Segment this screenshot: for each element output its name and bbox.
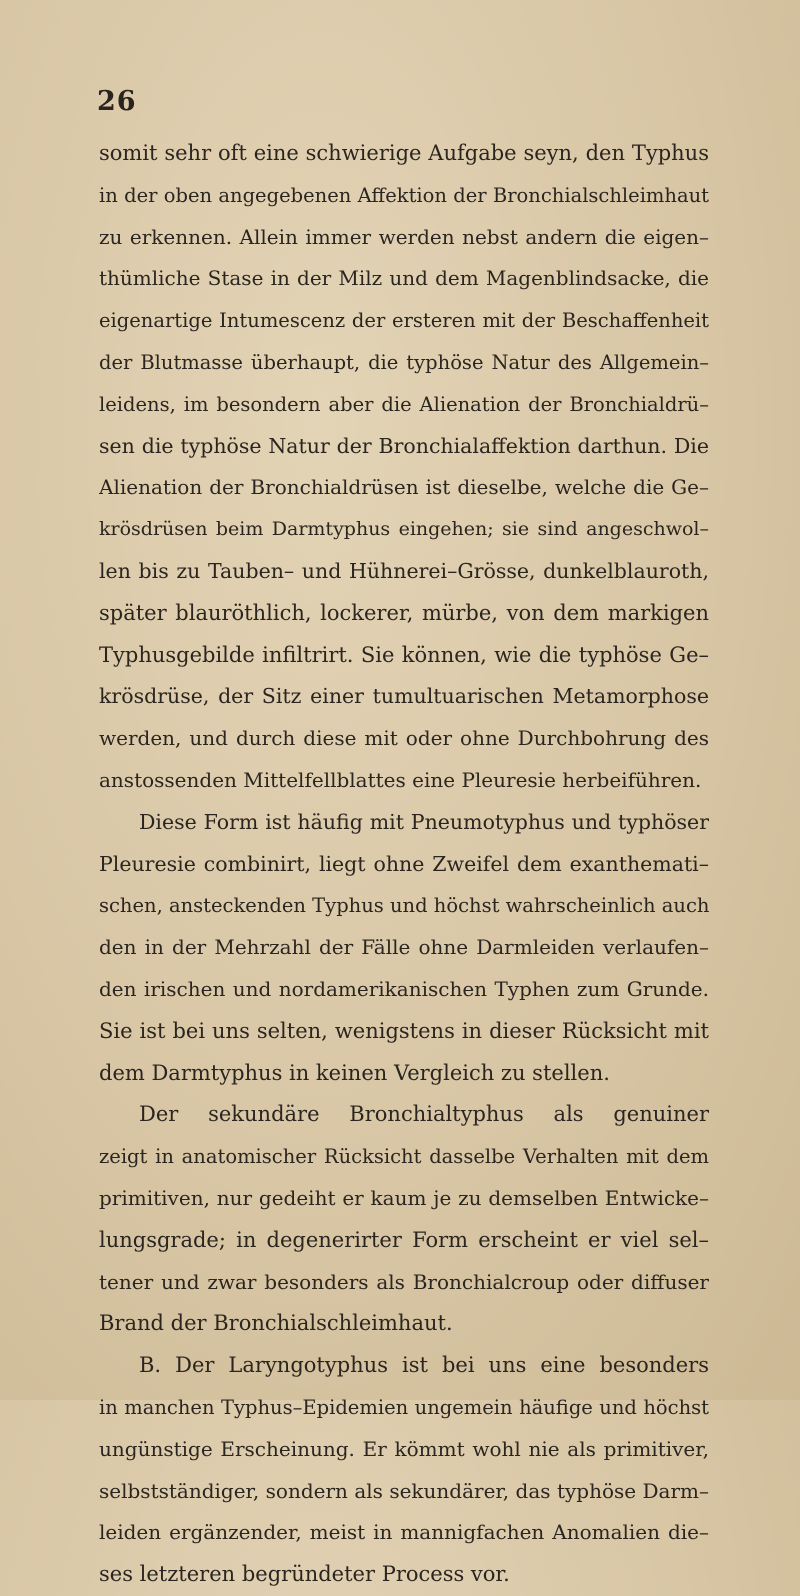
text-line: primitiven, nur gedeiht er kaum je zu demselben Entwicke– bbox=[99, 1185, 709, 1210]
text-line: sen die typhöse Natur der Bronchialaffektion darthun. Die bbox=[99, 433, 709, 458]
text-line: anstossenden Mittelfellblattes eine Pleuresie herbeiführen. bbox=[99, 767, 702, 792]
text-line: den irischen und nordamerikanischen Typhen zum Grunde. bbox=[99, 976, 709, 1001]
text-line: tener und zwar besonders als Bronchialcroup oder diffuser bbox=[99, 1269, 709, 1294]
text-line: Sie ist bei uns selten, wenigstens in dieser Rücksicht mit bbox=[99, 1018, 709, 1043]
text-line: krösdrüsen beim Darmtyphus eingehen; sie sind angeschwol– bbox=[99, 518, 709, 541]
text-line: in manchen Typhus–Epidemien ungemein häufige und höchst bbox=[99, 1395, 709, 1419]
text-line: Diese Form ist häufig mit Pneumotyphus und typhöser bbox=[139, 809, 709, 834]
text-line: dem Darmtyphus in keinen Vergleich zu stellen. bbox=[99, 1060, 610, 1085]
text-line: zeigt in anatomischer Rücksicht dasselbe Verhalten mit dem bbox=[99, 1145, 709, 1169]
text-line: Typhusgebilde infiltrirt. Sie können, wie die typhöse Ge– bbox=[99, 642, 709, 667]
text-line: thümliche Stase in der Milz und dem Magenblindsacke, die bbox=[99, 266, 709, 291]
text-line: in der oben angegebenen Affektion der Bronchialschleimhaut bbox=[99, 183, 709, 207]
text-line: somit sehr oft eine schwierige Aufgabe seyn, den Typhus bbox=[99, 141, 709, 165]
text-line: eigenartige Intumescenz der ersteren mit der Beschaffenheit bbox=[99, 309, 709, 333]
text-line: selbstständiger, sondern als sekundärer, das typhöse Darm– bbox=[99, 1478, 709, 1503]
text-line: später blauröthlich, lockerer, mürbe, von dem markigen bbox=[99, 600, 709, 625]
text-line: schen, ansteckenden Typhus und höchst wahrscheinlich auch bbox=[99, 894, 709, 918]
text-line: ungünstige Erscheinung. Er kömmt wohl nie als primitiver, bbox=[99, 1436, 709, 1461]
text-line: der Blutmasse überhaupt, die typhöse Natur des Allgemein– bbox=[99, 350, 709, 374]
text-line: leidens, im besondern aber die Alienation der Bronchialdrü– bbox=[99, 392, 709, 416]
text-line: den in der Mehrzahl der Fälle ohne Darmleiden verlaufen– bbox=[99, 935, 709, 960]
text-line: len bis zu Tauben– und Hühnerei–Grösse, dunkelblauroth, bbox=[99, 558, 709, 583]
text-line: Brand der Bronchialschleimhaut. bbox=[99, 1311, 453, 1336]
text-line: B. Der Laryngotyphus ist bei uns eine besonders bbox=[139, 1353, 709, 1378]
text-line: Der sekundäre Bronchialtyphus als genuiner bbox=[139, 1102, 709, 1127]
text-line: krösdrüse, der Sitz einer tumultuarischen Metamorphose bbox=[99, 684, 709, 709]
text-line: lungsgrade; in degenerirter Form erscheint er viel sel– bbox=[99, 1227, 709, 1252]
text-line: zu erkennen. Allein immer werden nebst andern die eigen– bbox=[99, 224, 709, 249]
text-line: ses letzteren begründeter Process vor. bbox=[99, 1562, 510, 1587]
text-line: werden, und durch diese mit oder ohne Durchbohrung des bbox=[99, 726, 709, 751]
text-line: leiden ergänzender, meist in mannigfachen Anomalien die– bbox=[99, 1520, 709, 1545]
text-line: Pleuresie combinirt, liegt ohne Zweifel dem exanthemati– bbox=[99, 851, 709, 876]
body-text bbox=[99, 133, 709, 1596]
page-number: 26 bbox=[97, 86, 137, 117]
text-line: Alienation der Bronchialdrüsen ist dieselbe, welche die Ge– bbox=[99, 475, 709, 500]
